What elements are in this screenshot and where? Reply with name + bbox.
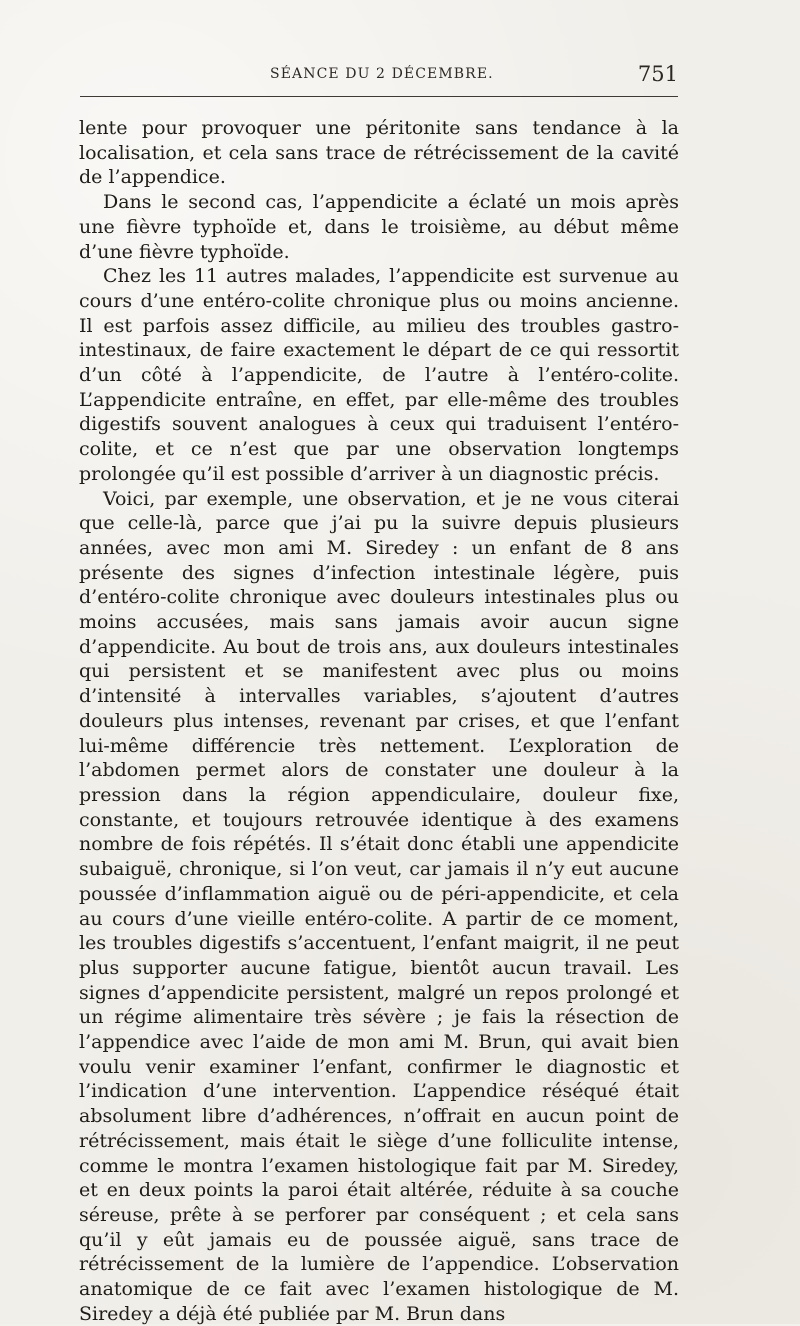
page-number: 751 <box>637 62 678 86</box>
body-text <box>79 116 679 1326</box>
paragraph-1: lente pour provoquer une péritonite sans tendance à la localisation, et cela sans trace de rétrécissement de la cavité de l’appendice. <box>79 117 679 189</box>
header-rule <box>80 96 678 97</box>
page-header <box>80 58 678 92</box>
paragraph-2: Dans le second cas, l’appendicite a éclaté un mois après une fièvre typhoïde et, dans le troisième, au début même d’une fièvre typhoïde. <box>79 191 679 263</box>
paragraph-3: Chez les 11 autres malades, l’appendicite est survenue au cours d’une entéro-colite chronique plus ou moins ancienne. Il est parfois assez difficile, au milieu des troubles gastro-intestinaux, de faire exactement le départ de ce qui ressortit d’un côté à l’appendicite, de l’autre à l’entéro-colite. L’appendicite entraîne, en effet, par elle-même des troubles digestifs souvent analogues à ceux qui traduisent l’entéro-colite, et ce n’est que par une observation longtemps prolongée qu’il est possible d’arriver à un diagnostic précis. <box>79 265 679 485</box>
paragraph-4: Voici, par exemple, une observation, et je ne vous citerai que celle-là, parce que j’ai pu la suivre depuis plusieurs années, avec mon ami M. Siredey : un enfant de 8 ans présente des signes d’infection intestinale légère, puis d’entéro-colite chronique avec douleurs intestinales plus ou moins accusées, mais sans jamais avoir aucun signe d’appendicite. Au bout de trois ans, aux douleurs intestinales qui persistent et se manifestent avec plus ou moins d’intensité à intervalles variables, s’ajoutent d’autres douleurs plus intenses, revenant par crises, et que l’enfant lui-même différencie très nettement. L’exploration de l’abdomen permet alors de constater une douleur à la pression dans la région appendiculaire, douleur fixe, constante, et toujours retrouvée identique à des examens nombre de fois répétés. Il s’était donc établi une appendicite subaiguë, chronique, si l’on veut, car jamais il n’y eut aucune poussée d’inflammation aiguë ou de péri-appendicite, et cela au cours d’une vieille entéro-colite. A partir de ce moment, les troubles digestifs s’accentuent, l’enfant maigrit, il ne peut plus supporter aucune fatigue, bientôt aucun travail. Les signes d’appendicite persistent, malgré un repos prolongé et un régime alimentaire très sévère ; je fais la résection de l’appendice avec l’aide de mon ami M. Brun, qui avait bien voulu venir examiner l’enfant, confirmer le diagnostic et l’indication d’une intervention. L’appendice réséqué était absolument libre d’adhérences, n’offrait en aucun point de rétrécissement, mais était le siège d’une folliculite intense, comme le montra l’examen histologique fait par M. Siredey, et en deux points la paroi était altérée, réduite à sa couche séreuse, prête à se perforer par conséquent ; et cela sans qu’il y eût jamais eu de poussée aiguë, sans trace de rétrécissement de la lumière de l’appendice. L’observation anatomique de ce fait avec l’examen histologique de M. Siredey a déjà été publiée par M. Brun dans <box>79 487 679 1325</box>
running-title: SÉANCE DU 2 DÉCEMBRE. <box>270 66 494 82</box>
